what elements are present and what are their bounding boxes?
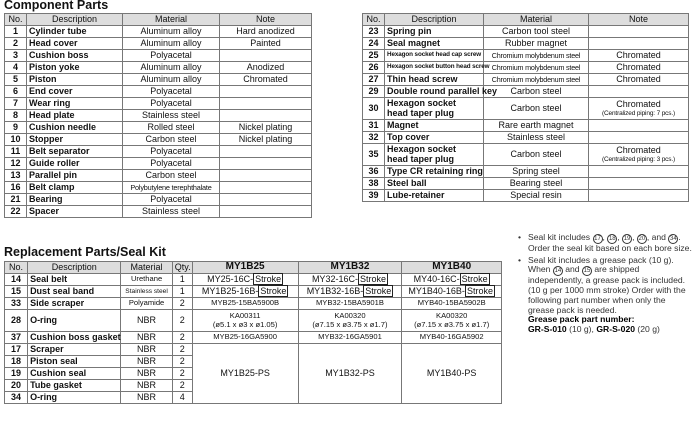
part-note: Chromated bbox=[589, 62, 689, 74]
part-material: Carbon steel bbox=[123, 170, 220, 182]
part-no: 11 bbox=[5, 146, 27, 158]
part-material: NBR bbox=[121, 356, 172, 368]
part-qty: 2 bbox=[172, 344, 192, 356]
table-row bbox=[5, 86, 312, 98]
table-row bbox=[5, 146, 312, 158]
part-material: Special resin bbox=[484, 190, 589, 202]
col-header-note: Note bbox=[220, 14, 312, 26]
table-row bbox=[5, 74, 312, 86]
part-description: O-ring bbox=[28, 310, 121, 332]
part-description: Lube-retainer bbox=[385, 190, 484, 202]
table-row bbox=[363, 26, 689, 38]
part-qty: 1 bbox=[172, 274, 192, 286]
part-material: Chromium molybdenum steel bbox=[484, 50, 589, 62]
table-row bbox=[5, 170, 312, 182]
table-row bbox=[5, 286, 502, 298]
part-material: Carbon steel bbox=[123, 134, 220, 146]
table-row bbox=[5, 110, 312, 122]
part-material: Spring steel bbox=[484, 166, 589, 178]
part-material: NBR bbox=[121, 392, 172, 404]
table-row bbox=[5, 332, 502, 344]
part-qty: 2 bbox=[172, 298, 192, 310]
part-material: NBR bbox=[121, 332, 172, 344]
part-no: 14 bbox=[5, 274, 28, 286]
part-no: 32 bbox=[363, 132, 385, 144]
part-description: Hexagon socket button head screw bbox=[385, 62, 484, 74]
table-row bbox=[5, 62, 312, 74]
part-material: Carbon steel bbox=[484, 98, 589, 120]
part-description: Stopper bbox=[27, 134, 123, 146]
grease-pack-part-20g: GR-S-020 bbox=[596, 323, 635, 334]
part-material: Aluminum alloy bbox=[123, 26, 220, 38]
part-material: Aluminum alloy bbox=[123, 62, 220, 74]
part-description: Bearing bbox=[27, 194, 123, 206]
stroke-box: Stroke bbox=[461, 273, 488, 284]
part-no: 39 bbox=[363, 190, 385, 202]
part-note: Anodized bbox=[220, 62, 312, 74]
part-no: 1 bbox=[5, 26, 27, 38]
part-description: Type CR retaining ring bbox=[385, 166, 484, 178]
part-description: Parallel pin bbox=[27, 170, 123, 182]
col-header-no: No. bbox=[363, 14, 385, 26]
part-note: Nickel plating bbox=[220, 134, 312, 146]
part-note bbox=[589, 86, 689, 98]
part-qty: 2 bbox=[172, 380, 192, 392]
part-description: Seal magnet bbox=[385, 38, 484, 50]
table-row bbox=[363, 98, 689, 120]
part-number-my1b32: MY1B32-16B- Stroke bbox=[298, 286, 402, 298]
part-material: Aluminum alloy bbox=[123, 38, 220, 50]
part-material: Chromium molybdenum steel bbox=[484, 74, 589, 86]
part-no: 26 bbox=[363, 62, 385, 74]
part-no: 29 bbox=[363, 86, 385, 98]
part-note bbox=[220, 182, 312, 194]
part-note: Chromated bbox=[220, 74, 312, 86]
col-header-my1b32: MY1B32 bbox=[298, 262, 402, 274]
part-note bbox=[589, 120, 689, 132]
part-material: Stainless steel bbox=[123, 110, 220, 122]
part-qty: 4 bbox=[172, 392, 192, 404]
part-no: 28 bbox=[5, 310, 28, 332]
seal-kit-notes bbox=[518, 233, 694, 337]
seal-kit-my1b32: MY1B32-PS bbox=[298, 344, 402, 404]
part-material: Polyacetal bbox=[123, 146, 220, 158]
component-table-left bbox=[4, 13, 312, 218]
part-number-my1b25: MYB25-16GA5900 bbox=[192, 332, 298, 344]
part-description: Piston yoke bbox=[27, 62, 123, 74]
part-description: Scraper bbox=[28, 344, 121, 356]
part-number-my1b40: MY40-16C- Stroke bbox=[402, 274, 502, 286]
part-no: 12 bbox=[5, 158, 27, 170]
part-description: Guide roller bbox=[27, 158, 123, 170]
part-note: Chromated (Centralized piping: 3 pcs.) bbox=[589, 144, 689, 166]
part-note bbox=[589, 38, 689, 50]
part-no: 16 bbox=[5, 182, 27, 194]
col-header-material: Material bbox=[484, 14, 589, 26]
part-number-my1b40: MYB40-16GA5902 bbox=[402, 332, 502, 344]
component-table-right bbox=[362, 13, 689, 202]
part-no: 7 bbox=[5, 98, 27, 110]
part-note bbox=[220, 50, 312, 62]
table-row bbox=[5, 194, 312, 206]
table-row bbox=[5, 158, 312, 170]
part-no: 9 bbox=[5, 122, 27, 134]
part-no: 23 bbox=[363, 26, 385, 38]
part-material: Polybutylene terephthalate bbox=[123, 182, 220, 194]
part-no: 22 bbox=[5, 206, 27, 218]
part-no: 5 bbox=[5, 74, 27, 86]
part-number-my1b32: MYB32-16GA5901 bbox=[298, 332, 402, 344]
part-material: Bearing steel bbox=[484, 178, 589, 190]
part-no: 34 bbox=[5, 392, 28, 404]
part-description: Hexagon socket head taper plug bbox=[385, 98, 484, 120]
seal-kit-my1b40: MY1B40-PS bbox=[402, 344, 502, 404]
part-qty: 2 bbox=[172, 356, 192, 368]
part-note: Chromated (Centralized piping: 7 pcs.) bbox=[589, 98, 689, 120]
table-row bbox=[5, 122, 312, 134]
stroke-box: Stroke bbox=[466, 285, 493, 296]
note-seal-kit-contents: • Seal kit includes 17 , 18 , 19 , 20 , and 34 . Order the seal kit based on each bore size. bbox=[518, 232, 692, 253]
part-material: Carbon steel bbox=[484, 144, 589, 166]
part-description: Thin head screw bbox=[385, 74, 484, 86]
part-no: 33 bbox=[5, 298, 28, 310]
part-note bbox=[220, 206, 312, 218]
part-no: 36 bbox=[363, 166, 385, 178]
part-note bbox=[589, 26, 689, 38]
part-no: 4 bbox=[5, 62, 27, 74]
part-note bbox=[220, 110, 312, 122]
part-note bbox=[220, 146, 312, 158]
table-row bbox=[5, 134, 312, 146]
circled-number: 20 bbox=[638, 236, 646, 242]
part-note bbox=[220, 98, 312, 110]
part-material: NBR bbox=[121, 344, 172, 356]
part-no: 30 bbox=[363, 98, 385, 120]
part-description: Cylinder tube bbox=[27, 26, 123, 38]
part-no: 37 bbox=[5, 332, 28, 344]
seal-kit-my1b25: MY1B25-PS bbox=[192, 344, 298, 404]
part-note bbox=[220, 170, 312, 182]
replacement-table bbox=[4, 261, 502, 404]
part-description: Dust seal band bbox=[28, 286, 121, 298]
part-number-my1b32: KA00320 (ø7.15 x ø3.75 x ø1.7) bbox=[298, 310, 402, 332]
part-number-my1b32: MYB32-15BA5901B bbox=[298, 298, 402, 310]
part-number-my1b40: MYB40-15BA5902B bbox=[402, 298, 502, 310]
col-header-description: Description bbox=[28, 262, 121, 274]
circled-number: 15 bbox=[583, 268, 591, 275]
part-number-my1b25: MYB25-15BA5900B bbox=[192, 298, 298, 310]
col-header-my1b40: MY1B40 bbox=[402, 262, 502, 274]
part-material: Rubber magnet bbox=[484, 38, 589, 50]
col-header-no: No. bbox=[5, 14, 27, 26]
part-description: Wear ring bbox=[27, 98, 123, 110]
part-material: Polyacetal bbox=[123, 50, 220, 62]
circled-number: 14 bbox=[554, 268, 562, 275]
part-material: Chromium molybdenum steel bbox=[484, 62, 589, 74]
table-row bbox=[363, 62, 689, 74]
part-description: Steel ball bbox=[385, 178, 484, 190]
grease-pack-part-10g: GR-S-010 bbox=[528, 323, 567, 334]
part-no: 19 bbox=[5, 368, 28, 380]
part-no: 3 bbox=[5, 50, 27, 62]
part-material: NBR bbox=[121, 368, 172, 380]
table-row bbox=[363, 86, 689, 98]
part-description: Head cover bbox=[27, 38, 123, 50]
table-row bbox=[363, 74, 689, 86]
part-note: Nickel plating bbox=[220, 122, 312, 134]
table-row bbox=[5, 298, 502, 310]
part-no: 8 bbox=[5, 110, 27, 122]
part-description: Double round parallel key bbox=[385, 86, 484, 98]
col-header-my1b25: MY1B25 bbox=[192, 262, 298, 274]
part-number-my1b40: MY1B40-16B- Stroke bbox=[402, 286, 502, 298]
part-material: Urethane bbox=[121, 274, 172, 286]
part-no: 2 bbox=[5, 38, 27, 50]
part-note: Hard anodized bbox=[220, 26, 312, 38]
part-note: Chromated bbox=[589, 74, 689, 86]
part-material: Polyamide bbox=[121, 298, 172, 310]
part-number-my1b25: KA00311 (ø5.1 x ø3 x ø1.05) bbox=[192, 310, 298, 332]
part-no: 20 bbox=[5, 380, 28, 392]
part-description: Tube gasket bbox=[28, 380, 121, 392]
table-row bbox=[5, 310, 502, 332]
part-material: NBR bbox=[121, 310, 172, 332]
table-row bbox=[5, 344, 502, 356]
part-note bbox=[220, 158, 312, 170]
table-row bbox=[363, 120, 689, 132]
stroke-box: Stroke bbox=[359, 273, 386, 284]
part-no: 6 bbox=[5, 86, 27, 98]
note-grease-pack: • Seal kit includes a grease pack (10 g). When 14 and 15 are shipped independently, a grease pack is included. (10 g per 1000 mm stroke) Order with the following part number when only the grease pack is needed. Grease pack part number: GR-S-010 (10 g), GR-S-020 (20 g) bbox=[518, 254, 686, 334]
part-note bbox=[589, 178, 689, 190]
part-description: Side scraper bbox=[28, 298, 121, 310]
part-description: Piston seal bbox=[28, 356, 121, 368]
part-material: Carbon tool steel bbox=[484, 26, 589, 38]
part-number-my1b40: KA00320 (ø7.15 x ø3.75 x ø1.7) bbox=[402, 310, 502, 332]
stroke-box: Stroke bbox=[255, 273, 282, 284]
col-header-qty: Qty. bbox=[172, 262, 192, 274]
col-header-note: Note bbox=[589, 14, 689, 26]
part-no: 25 bbox=[363, 50, 385, 62]
part-material: Rolled steel bbox=[123, 122, 220, 134]
part-no: 15 bbox=[5, 286, 28, 298]
table-row bbox=[5, 206, 312, 218]
part-description: Cushion seal bbox=[28, 368, 121, 380]
table-row bbox=[363, 166, 689, 178]
col-header-no: No. bbox=[5, 262, 28, 274]
circled-number: 19 bbox=[623, 236, 631, 242]
col-header-description: Description bbox=[385, 14, 484, 26]
table-row bbox=[5, 274, 502, 286]
part-no: 10 bbox=[5, 134, 27, 146]
table-row bbox=[363, 144, 689, 166]
table-row bbox=[363, 190, 689, 202]
part-qty: 1 bbox=[172, 286, 192, 298]
circled-number: 17 bbox=[594, 236, 601, 242]
part-material: Rare earth magnet bbox=[484, 120, 589, 132]
part-description: Hexagon socket head taper plug bbox=[385, 144, 484, 166]
part-description: Spring pin bbox=[385, 26, 484, 38]
table-row bbox=[5, 98, 312, 110]
part-description: Seal belt bbox=[28, 274, 121, 286]
col-header-material: Material bbox=[121, 262, 172, 274]
part-description: Cushion needle bbox=[27, 122, 123, 134]
replacement-parts-title: Replacement Parts/Seal Kit bbox=[4, 245, 166, 259]
part-description: Cushion boss bbox=[27, 50, 123, 62]
circled-number: 34 bbox=[670, 236, 677, 242]
table-row bbox=[5, 50, 312, 62]
table-row bbox=[5, 26, 312, 38]
part-no: 38 bbox=[363, 178, 385, 190]
part-note bbox=[220, 86, 312, 98]
col-header-material: Material bbox=[123, 14, 220, 26]
table-row bbox=[363, 50, 689, 62]
part-note bbox=[589, 190, 689, 202]
part-material: Polyacetal bbox=[123, 86, 220, 98]
part-material: NBR bbox=[121, 380, 172, 392]
part-no: 24 bbox=[363, 38, 385, 50]
part-description: Magnet bbox=[385, 120, 484, 132]
part-description: Hexagon socket head cap screw bbox=[385, 50, 484, 62]
table-row bbox=[363, 38, 689, 50]
part-no: 17 bbox=[5, 344, 28, 356]
table-row bbox=[363, 178, 689, 190]
part-description: Head plate bbox=[27, 110, 123, 122]
part-description: Belt clamp bbox=[27, 182, 123, 194]
component-parts-title: Component Parts bbox=[4, 0, 109, 12]
circled-number: 18 bbox=[608, 236, 616, 242]
part-description: Spacer bbox=[27, 206, 123, 218]
part-no: 21 bbox=[5, 194, 27, 206]
part-description: Piston bbox=[27, 74, 123, 86]
part-description: Top cover bbox=[385, 132, 484, 144]
part-note bbox=[220, 194, 312, 206]
part-material: Polyacetal bbox=[123, 158, 220, 170]
part-qty: 2 bbox=[172, 332, 192, 344]
part-material: Stainless steel bbox=[121, 286, 172, 298]
table-row bbox=[5, 182, 312, 194]
part-no: 18 bbox=[5, 356, 28, 368]
stroke-box: Stroke bbox=[365, 285, 392, 296]
stroke-box: Stroke bbox=[260, 285, 287, 296]
part-description: O-ring bbox=[28, 392, 121, 404]
part-number-my1b32: MY32-16C- Stroke bbox=[298, 274, 402, 286]
part-note: Painted bbox=[220, 38, 312, 50]
part-material: Polyacetal bbox=[123, 98, 220, 110]
col-header-description: Description bbox=[27, 14, 123, 26]
part-no: 13 bbox=[5, 170, 27, 182]
part-material: Stainless steel bbox=[123, 206, 220, 218]
part-qty: 2 bbox=[172, 368, 192, 380]
part-note bbox=[589, 132, 689, 144]
part-qty: 2 bbox=[172, 310, 192, 332]
part-material: Stainless steel bbox=[484, 132, 589, 144]
part-material: Carbon steel bbox=[484, 86, 589, 98]
part-description: Belt separator bbox=[27, 146, 123, 158]
table-row bbox=[5, 38, 312, 50]
part-no: 31 bbox=[363, 120, 385, 132]
part-note bbox=[589, 166, 689, 178]
part-material: Polyacetal bbox=[123, 194, 220, 206]
part-note: Chromated bbox=[589, 50, 689, 62]
part-no: 27 bbox=[363, 74, 385, 86]
table-row bbox=[363, 132, 689, 144]
part-number-my1b25: MY25-16C- Stroke bbox=[192, 274, 298, 286]
part-no: 35 bbox=[363, 144, 385, 166]
part-description: End cover bbox=[27, 86, 123, 98]
part-number-my1b25: MY1B25-16B- Stroke bbox=[192, 286, 298, 298]
part-material: Aluminum alloy bbox=[123, 74, 220, 86]
grease-pack-label: Grease pack part number: bbox=[528, 314, 635, 325]
part-description: Cushion boss gasket bbox=[28, 332, 121, 344]
